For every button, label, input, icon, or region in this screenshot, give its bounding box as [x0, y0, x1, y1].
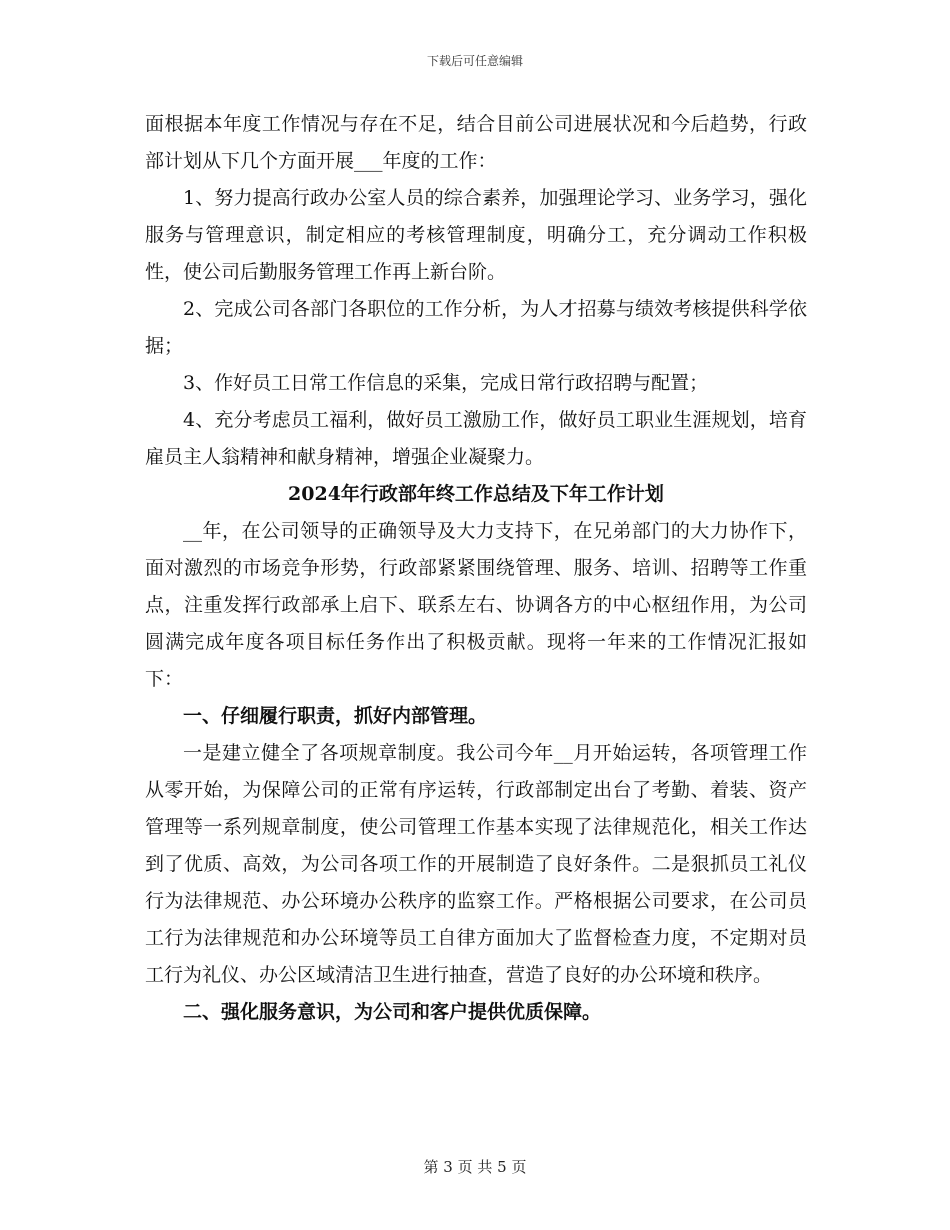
section-title: 2024年行政部年终工作总结及下年工作计划	[288, 483, 664, 505]
intro-paragraph: 面根据本年度工作情况与存在不足，结合目前公司进展状况和今后趋势，行政部计划从下几个方面开展___年度的工作：	[145, 113, 807, 172]
plan-item-2: 2、完成公司各部门各职位的工作分析，为人才招募与绩效考核提供科学依据；	[145, 298, 807, 357]
plan-item-1: 1、努力提高行政办公室人员的综合素养，加强理论学习、业务学习，强化服务与管理意识，制定相应的考核管理制度，明确分工，充分调动工作积极性，使公司后勤服务管理工作再上新台阶。	[145, 187, 807, 283]
plan-item-4: 4、充分考虑员工福利，做好员工激励工作，做好员工职业生涯规划，培育雇员主人翁精神和献身精神，增强企业凝聚力。	[145, 409, 807, 468]
section-heading-2: 二、强化服务意识，为公司和客户提供优质保障。	[183, 1001, 602, 1023]
summary-intro-paragraph: __年，在公司领导的正确领导及大力支持下，在兄弟部门的大力协作下，面对激烈的市场竞争形势，行政部紧紧围绕管理、服务、培训、招聘等工作重点，注重发挥行政部承上启下、联系左右、协调各方的中心枢纽作用，为公司圆满完成年度各项目标任务作出了积极贡献。现将一年来的工作情况汇报如下：	[145, 520, 807, 690]
page-header-note: 下载后可任意编辑	[426, 54, 523, 68]
document-body	[145, 106, 807, 1031]
section-1-paragraph: 一是建立健全了各项规章制度。我公司今年__月开始运转，各项管理工作从零开始，为保障公司的正常有序运转，行政部制定出台了考勤、着装、资产管理等一系列规章制度，使公司管理工作基本实现了法律规范化，相关工作达到了优质、高效，为公司各项工作的开展制造了良好条件。二是狠抓员工礼仪行为法律规范、办公环境办公秩序的监察工作。严格根据公司要求，在公司员工行为法律规范和办公环境等员工自律方面加大了监督检查力度，不定期对员工行为礼仪、办公区域清洁卫生进行抽查，营造了良好的办公环境和秩序。	[145, 742, 807, 986]
section-heading-1: 一、仔细履行职责，抓好内部管理。	[183, 705, 488, 727]
plan-item-3: 3、作好员工日常工作信息的采集，完成日常行政招聘与配置；	[183, 372, 709, 394]
page-number-footer: 第 3 页 共 5 页	[423, 1158, 527, 1176]
